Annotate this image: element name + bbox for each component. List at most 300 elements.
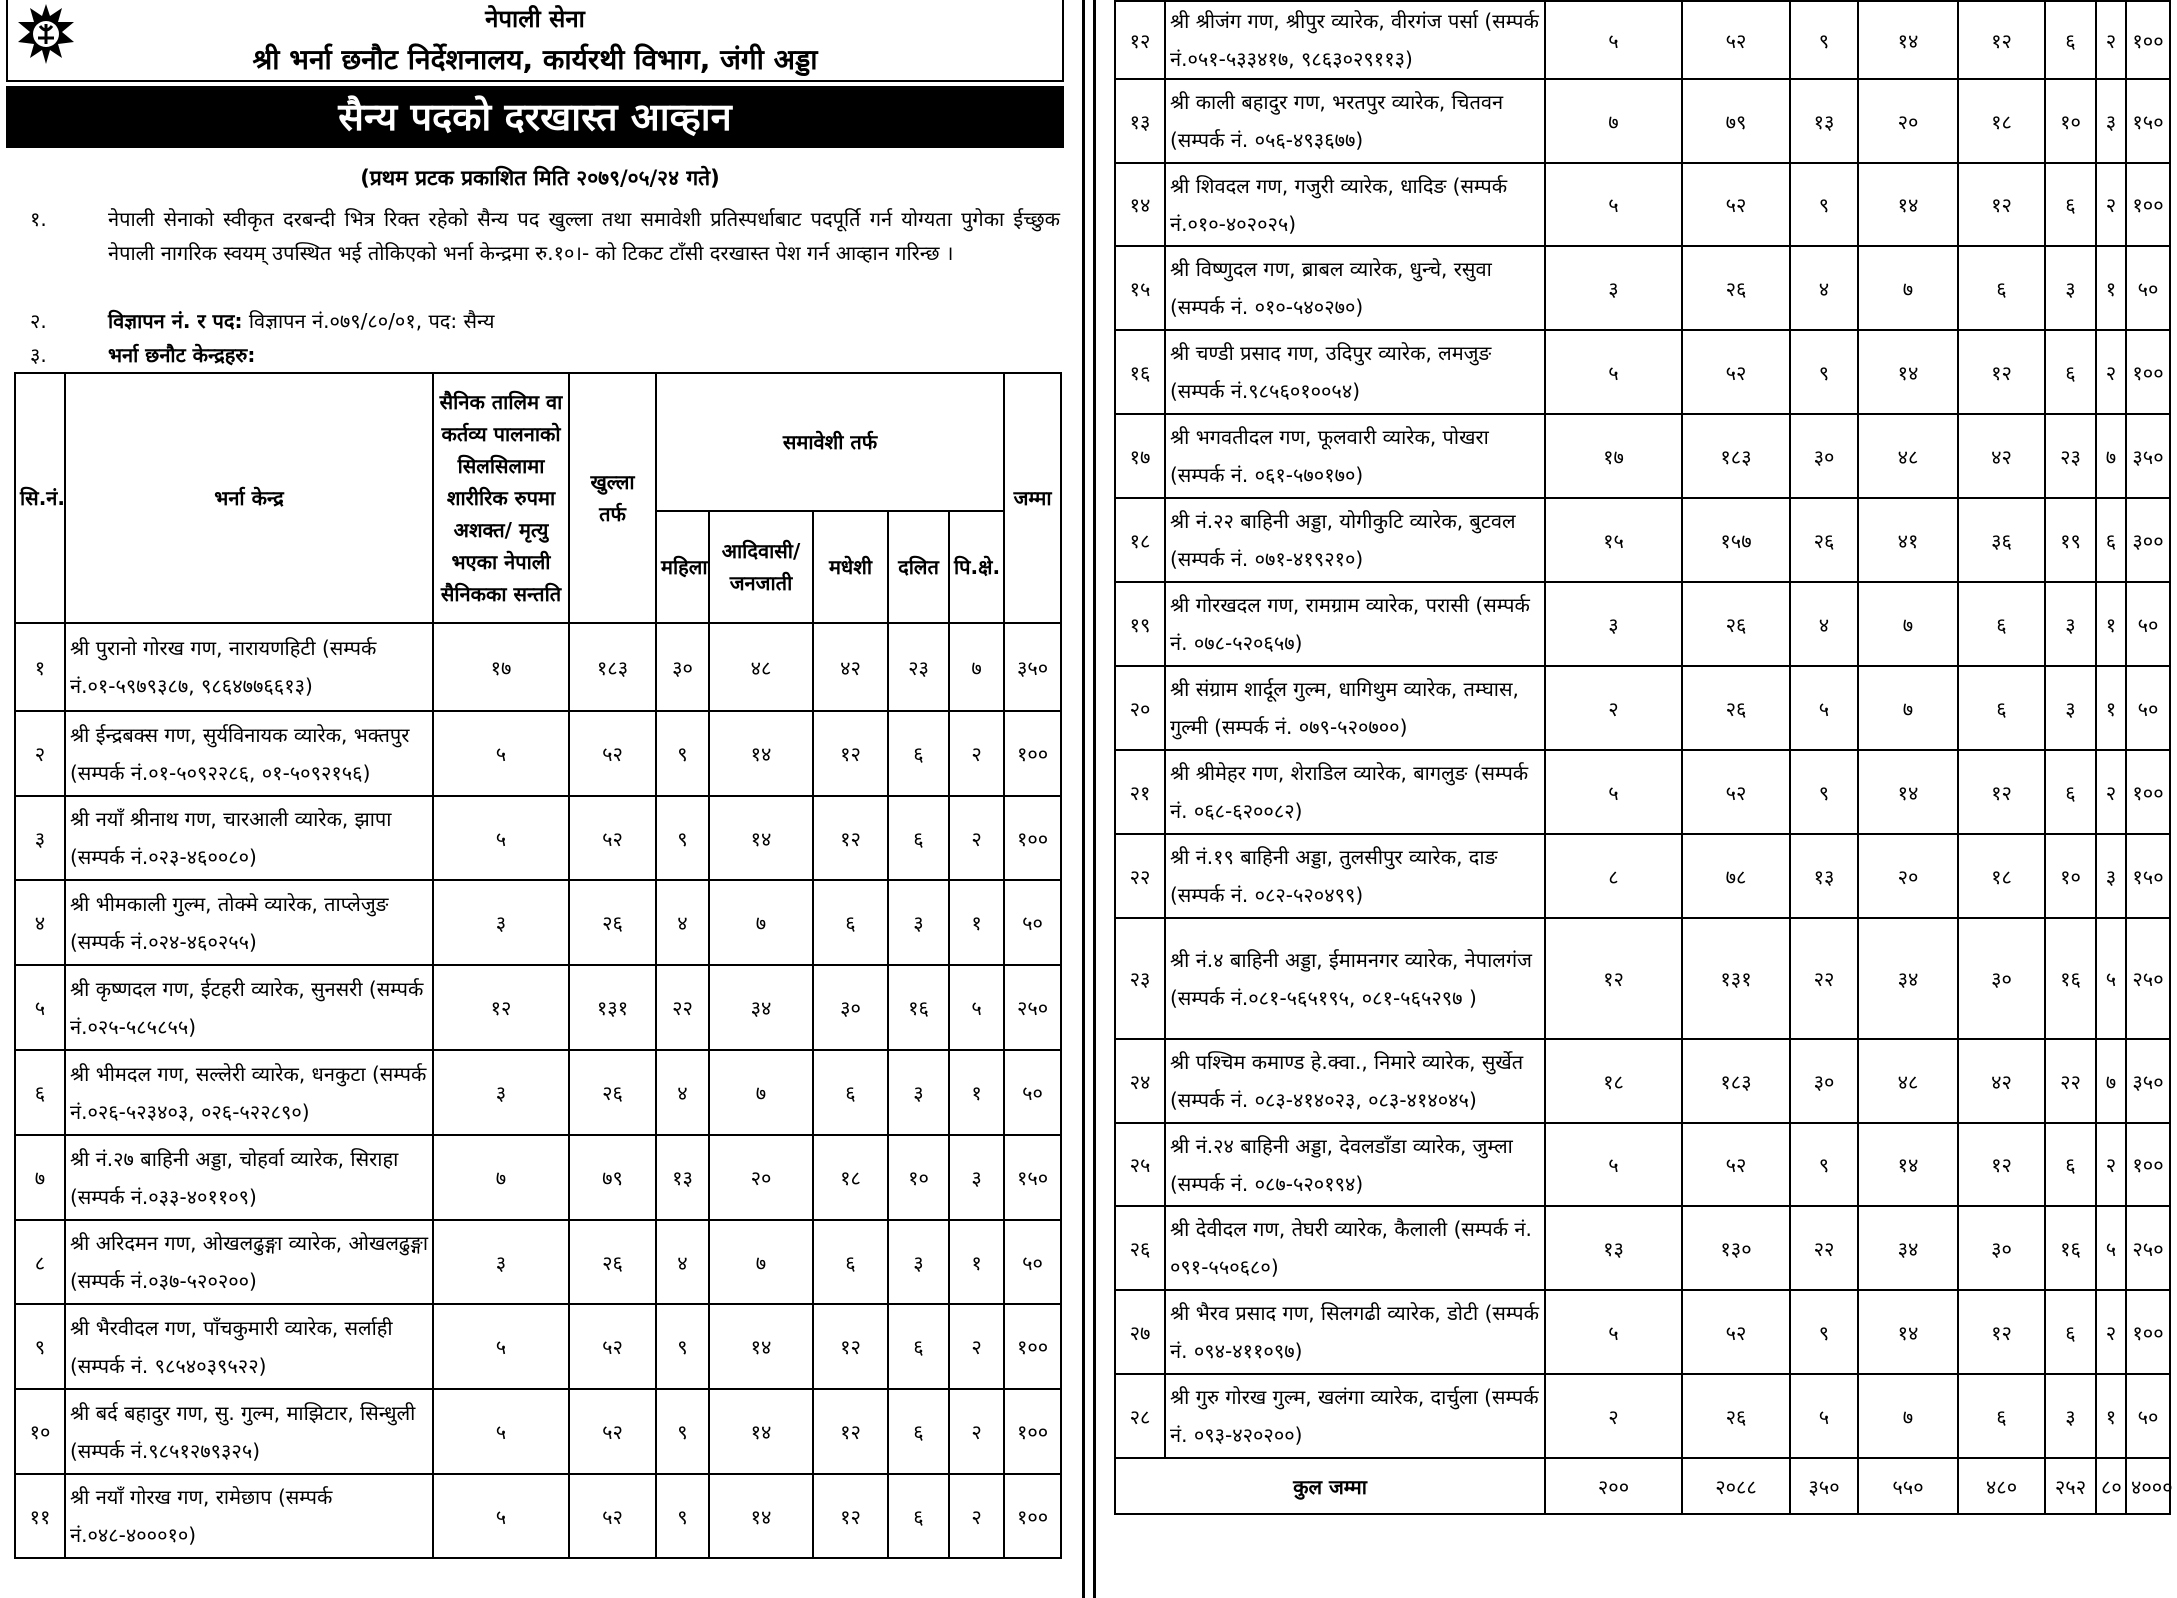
row-janajati: १४ bbox=[1858, 1123, 1958, 1206]
row-dalit: २२ bbox=[2045, 1039, 2096, 1123]
table-row bbox=[1115, 582, 2170, 666]
row-sn: ४ bbox=[15, 880, 65, 965]
row-sn: २६ bbox=[1115, 1206, 1165, 1290]
row-madhesi: १८ bbox=[813, 1135, 888, 1220]
row-janajati: १४ bbox=[1858, 163, 1958, 246]
row-martyr: १३ bbox=[1545, 1206, 1682, 1290]
row-backward: ७ bbox=[949, 623, 1004, 711]
row-martyr: ८ bbox=[1545, 834, 1682, 918]
row-backward: ६ bbox=[2096, 498, 2126, 582]
total-grand: ४००० bbox=[2126, 1458, 2170, 1514]
row-sn: १ bbox=[15, 623, 65, 711]
total-backward: ८० bbox=[2096, 1458, 2126, 1514]
row-dalit: ३ bbox=[2045, 1374, 2096, 1458]
row-janajati: ७ bbox=[1858, 582, 1958, 666]
row-madhesi: ६ bbox=[1958, 1374, 2045, 1458]
paragraph-3 bbox=[30, 338, 1060, 372]
row-martyr: ५ bbox=[433, 1474, 569, 1558]
row-women: ४ bbox=[1790, 582, 1858, 666]
row-backward: १ bbox=[949, 1050, 1004, 1135]
row-center: श्री अरिदमन गण, ओखलढुङ्गा व्यारेक, ओखलढुङ्गा (सम्पर्क नं.०३७-५२०२००) bbox=[65, 1220, 433, 1304]
row-center: श्री नं.२२ बाहिनी अड्डा, योगीकुटि व्यारेक, बुटवल (सम्पर्क नं. ०७१-४१९२१०) bbox=[1165, 498, 1545, 582]
row-janajati: १४ bbox=[1858, 1, 1958, 79]
row-total: ५० bbox=[1004, 1050, 1061, 1135]
row-backward: २ bbox=[2096, 1290, 2126, 1374]
row-backward: २ bbox=[2096, 1, 2126, 79]
row-total: ५० bbox=[1004, 1220, 1061, 1304]
row-madhesi: १२ bbox=[1958, 750, 2045, 834]
row-total: १०० bbox=[1004, 1304, 1061, 1389]
row-madhesi: ६ bbox=[813, 880, 888, 965]
row-total: १०० bbox=[1004, 1389, 1061, 1474]
paragraph-number: ३. bbox=[30, 343, 47, 367]
row-sn: ९ bbox=[15, 1304, 65, 1389]
row-janajati: १४ bbox=[1858, 1290, 1958, 1374]
table-row bbox=[15, 1304, 1061, 1389]
row-dalit: ३ bbox=[888, 1220, 949, 1304]
row-sn: २८ bbox=[1115, 1374, 1165, 1458]
row-total: ५० bbox=[2126, 582, 2170, 666]
row-total: १०० bbox=[1004, 796, 1061, 880]
row-women: ९ bbox=[1790, 1, 1858, 79]
row-janajati: ४८ bbox=[1858, 1039, 1958, 1123]
row-janajati: २० bbox=[709, 1135, 813, 1220]
row-women: ९ bbox=[1790, 163, 1858, 246]
row-women: ९ bbox=[1790, 1123, 1858, 1206]
table-row bbox=[1115, 750, 2170, 834]
row-women: ९ bbox=[1790, 750, 1858, 834]
recruitment-table-left bbox=[14, 372, 1062, 1559]
table-row bbox=[1115, 246, 2170, 330]
left-panel bbox=[0, 0, 1080, 1598]
row-backward: २ bbox=[949, 1304, 1004, 1389]
row-open: १८३ bbox=[1682, 1039, 1790, 1123]
row-center: श्री कृष्णदल गण, ईटहरी व्यारेक, सुनसरी (सम्पर्क नं.०२५-५८५८५५) bbox=[65, 965, 433, 1050]
row-sn: १५ bbox=[1115, 246, 1165, 330]
row-total: २५० bbox=[1004, 965, 1061, 1050]
row-total: १०० bbox=[2126, 163, 2170, 246]
row-madhesi: ६ bbox=[1958, 246, 2045, 330]
header-backward: पि.क्षे. bbox=[949, 511, 1004, 623]
row-open: २६ bbox=[1682, 1374, 1790, 1458]
row-sn: २३ bbox=[1115, 918, 1165, 1039]
notice-banner: सैन्य पदको दरखास्त आव्हान bbox=[6, 86, 1064, 148]
row-madhesi: ४२ bbox=[1958, 414, 2045, 498]
total-janajati: ५५० bbox=[1858, 1458, 1958, 1514]
row-janajati: ४८ bbox=[1858, 414, 1958, 498]
row-open: १३१ bbox=[569, 965, 656, 1050]
row-madhesi: ४२ bbox=[813, 623, 888, 711]
row-center: श्री नं.२७ बाहिनी अड्डा, चोहर्वा व्यारेक, सिराहा (सम्पर्क नं.०३३-४०११०९) bbox=[65, 1135, 433, 1220]
row-total: ३०० bbox=[2126, 498, 2170, 582]
table-row bbox=[15, 880, 1061, 965]
row-martyr: १२ bbox=[433, 965, 569, 1050]
row-dalit: ६ bbox=[2045, 330, 2096, 414]
header-janajati: आदिवासी/ जनजाती bbox=[709, 511, 813, 623]
row-martyr: २ bbox=[1545, 666, 1682, 750]
row-total: १०० bbox=[2126, 1123, 2170, 1206]
header bbox=[6, 0, 1064, 82]
row-women: १३ bbox=[1790, 834, 1858, 918]
row-martyr: ७ bbox=[433, 1135, 569, 1220]
header-center: भर्ना केन्द्र bbox=[65, 373, 433, 623]
total-label: कुल जम्मा bbox=[1115, 1458, 1545, 1514]
table-row bbox=[1115, 918, 2170, 1039]
row-center: श्री बर्द बहादुर गण, सु. गुल्म, माझिटार, सिन्धुली (सम्पर्क नं.९८५१२७९३२५) bbox=[65, 1389, 433, 1474]
row-women: १३ bbox=[656, 1135, 709, 1220]
header-martyr: सैनिक तालिम वा कर्तव्य पालनाको सिलसिलामा शारीरिक रुपमा अशक्त/ मृत्यु भएका नेपाली सैनिकका सन्तति bbox=[433, 373, 569, 623]
row-backward: ३ bbox=[949, 1135, 1004, 1220]
row-women: १३ bbox=[1790, 79, 1858, 163]
row-dalit: ६ bbox=[2045, 163, 2096, 246]
row-center: श्री श्रीजंग गण, श्रीपुर व्यारेक, वीरगंज पर्सा (सम्पर्क नं.०५१-५३३४१७, ९८६३०२९११३) bbox=[1165, 1, 1545, 79]
row-janajati: ७ bbox=[709, 1220, 813, 1304]
centers-label: भर्ना छनौट केन्द्रहरु: bbox=[108, 343, 256, 367]
row-open: १८३ bbox=[569, 623, 656, 711]
table-row bbox=[15, 1050, 1061, 1135]
row-madhesi: १८ bbox=[1958, 79, 2045, 163]
row-backward: ५ bbox=[2096, 918, 2126, 1039]
row-janajati: १४ bbox=[709, 711, 813, 796]
row-total: ३५० bbox=[1004, 623, 1061, 711]
row-women: २२ bbox=[656, 965, 709, 1050]
row-women: ३० bbox=[1790, 414, 1858, 498]
page-divider bbox=[1082, 0, 1096, 1598]
row-center: श्री गोरखदल गण, रामग्राम व्यारेक, परासी (सम्पर्क नं. ०७८-५२०६५७) bbox=[1165, 582, 1545, 666]
row-total: १५० bbox=[2126, 79, 2170, 163]
row-center: श्री पुरानो गोरख गण, नारायणहिटी (सम्पर्क नं.०१-५९७९३८७, ९८६४७७६६१३) bbox=[65, 623, 433, 711]
row-dalit: २३ bbox=[888, 623, 949, 711]
row-dalit: २३ bbox=[2045, 414, 2096, 498]
row-dalit: ६ bbox=[2045, 1123, 2096, 1206]
row-total: २५० bbox=[2126, 1206, 2170, 1290]
row-janajati: ७ bbox=[709, 1050, 813, 1135]
row-janajati: २० bbox=[1858, 79, 1958, 163]
row-sn: २० bbox=[1115, 666, 1165, 750]
row-women: ९ bbox=[1790, 330, 1858, 414]
row-center: श्री ईन्द्रबक्स गण, सुर्यविनायक व्यारेक, भक्तपुर (सम्पर्क नं.०१-५०९२२८६, ०१-५०९२१५६) bbox=[65, 711, 433, 796]
row-backward: २ bbox=[2096, 330, 2126, 414]
row-dalit: १६ bbox=[2045, 1206, 2096, 1290]
row-janajati: ३४ bbox=[1858, 918, 1958, 1039]
row-madhesi: ४२ bbox=[1958, 1039, 2045, 1123]
row-martyr: ७ bbox=[1545, 79, 1682, 163]
row-backward: ३ bbox=[2096, 79, 2126, 163]
row-dalit: ६ bbox=[2045, 750, 2096, 834]
row-women: ९ bbox=[656, 1389, 709, 1474]
row-dalit: १० bbox=[888, 1135, 949, 1220]
row-women: २६ bbox=[1790, 498, 1858, 582]
row-sn: २७ bbox=[1115, 1290, 1165, 1374]
row-dalit: १६ bbox=[888, 965, 949, 1050]
advertisement-label: विज्ञापन नं. र पद: bbox=[108, 309, 243, 333]
row-total: १५० bbox=[2126, 834, 2170, 918]
row-backward: १ bbox=[949, 880, 1004, 965]
row-center: श्री चण्डी प्रसाद गण, उदिपुर व्यारेक, लमजुङ (सम्पर्क नं.९८५६०१००५४) bbox=[1165, 330, 1545, 414]
paragraph-text: नेपाली सेनाको स्वीकृत दरबन्दी भित्र रिक्त रहेको सैन्य पद खुल्ला तथा समावेशी प्रतिस्पर्धाबाट पदपूर्ति गर्न योग्यता पुगेका ईच्छुक नेपाली नागरिक स्वयम् उपस्थित भई तोकिएको भर्ना केन्द्रमा रु.१०।- को टिकट टाँसी दरखास्त पेश गर्न आव्हान गरिन्छ । bbox=[108, 207, 1060, 265]
row-sn: १३ bbox=[1115, 79, 1165, 163]
table-row bbox=[1115, 1039, 2170, 1123]
total-women: ३५० bbox=[1790, 1458, 1858, 1514]
row-center: श्री भैरव प्रसाद गण, सिलगढी व्यारेक, डोटी (सम्पर्क नं. ०९४-४११०९७) bbox=[1165, 1290, 1545, 1374]
row-open: ७८ bbox=[1682, 834, 1790, 918]
total-madhesi: ४८० bbox=[1958, 1458, 2045, 1514]
row-martyr: ५ bbox=[1545, 1, 1682, 79]
org-subtitle: श्री भर्ना छनौट निर्देशनालय, कार्यरथी विभाग, जंगी अड्डा bbox=[252, 43, 818, 76]
row-center: श्री पश्चिम कमाण्ड हे.क्वा., निमारे व्यारेक, सुर्खेत (सम्पर्क नं. ०८३-४१४०२३, ०८३-४१४०४५) bbox=[1165, 1039, 1545, 1123]
row-martyr: १८ bbox=[1545, 1039, 1682, 1123]
row-martyr: १७ bbox=[433, 623, 569, 711]
table-row bbox=[15, 1220, 1061, 1304]
row-martyr: ५ bbox=[1545, 330, 1682, 414]
row-sn: २४ bbox=[1115, 1039, 1165, 1123]
row-dalit: ६ bbox=[888, 711, 949, 796]
row-janajati: ४१ bbox=[1858, 498, 1958, 582]
row-sn: ३ bbox=[15, 796, 65, 880]
total-open: २०८८ bbox=[1682, 1458, 1790, 1514]
row-total: १०० bbox=[2126, 1, 2170, 79]
row-women: २२ bbox=[1790, 1206, 1858, 1290]
row-center: श्री गुरु गोरख गुल्म, खलंगा व्यारेक, दार्चुला (सम्पर्क नं. ०९३-४२०२००) bbox=[1165, 1374, 1545, 1458]
row-women: ४ bbox=[1790, 246, 1858, 330]
row-martyr: १७ bbox=[1545, 414, 1682, 498]
row-martyr: २ bbox=[1545, 1374, 1682, 1458]
row-dalit: १६ bbox=[2045, 918, 2096, 1039]
row-backward: २ bbox=[949, 1389, 1004, 1474]
row-martyr: ५ bbox=[1545, 1290, 1682, 1374]
row-total: ५० bbox=[1004, 880, 1061, 965]
header-open: खुल्ला तर्फ bbox=[569, 373, 656, 623]
row-total: १०० bbox=[1004, 711, 1061, 796]
table-row bbox=[15, 1135, 1061, 1220]
row-center: श्री भैरवीदल गण, पाँचकुमारी व्यारेक, सर्लाही (सम्पर्क नं. ९८५४०३९५२२) bbox=[65, 1304, 433, 1389]
row-open: २६ bbox=[1682, 582, 1790, 666]
row-center: श्री भगवतीदल गण, फूलवारी व्यारेक, पोखरा (सम्पर्क नं. ०६१-५७०१७०) bbox=[1165, 414, 1545, 498]
row-backward: ५ bbox=[949, 965, 1004, 1050]
header-inclusive: समावेशी तर्फ bbox=[656, 373, 1004, 511]
row-center: श्री नं.१९ बाहिनी अड्डा, तुलसीपुर व्यारेक, दाङ (सम्पर्क नं. ०८२-५२०४९९) bbox=[1165, 834, 1545, 918]
row-women: ९ bbox=[1790, 1290, 1858, 1374]
row-total: ५० bbox=[2126, 246, 2170, 330]
table-row bbox=[15, 1474, 1061, 1558]
row-open: ७९ bbox=[1682, 79, 1790, 163]
table-row bbox=[15, 1389, 1061, 1474]
table-row bbox=[15, 623, 1061, 711]
row-dalit: ६ bbox=[2045, 1, 2096, 79]
row-madhesi: १२ bbox=[813, 711, 888, 796]
row-dalit: ६ bbox=[888, 1304, 949, 1389]
header-madhesi: मधेशी bbox=[813, 511, 888, 623]
row-dalit: १९ bbox=[2045, 498, 2096, 582]
row-open: ५२ bbox=[569, 711, 656, 796]
row-janajati: १४ bbox=[709, 1474, 813, 1558]
row-janajati: १४ bbox=[1858, 750, 1958, 834]
row-madhesi: ६ bbox=[1958, 582, 2045, 666]
table-row bbox=[1115, 1123, 2170, 1206]
row-open: ७९ bbox=[569, 1135, 656, 1220]
row-sn: २ bbox=[15, 711, 65, 796]
table-row bbox=[1115, 163, 2170, 246]
row-open: १३१ bbox=[1682, 918, 1790, 1039]
total-martyr: २०० bbox=[1545, 1458, 1682, 1514]
row-martyr: ३ bbox=[433, 880, 569, 965]
row-center: श्री भीमकाली गुल्म, तोक्मे व्यारेक, ताप्लेजुङ (सम्पर्क नं.०२४-४६०२५५) bbox=[65, 880, 433, 965]
row-women: ९ bbox=[656, 1304, 709, 1389]
row-dalit: ३ bbox=[2045, 666, 2096, 750]
row-open: ५२ bbox=[1682, 750, 1790, 834]
table-row bbox=[1115, 1290, 2170, 1374]
row-women: ४ bbox=[656, 1220, 709, 1304]
row-madhesi: १२ bbox=[813, 796, 888, 880]
row-sn: १४ bbox=[1115, 163, 1165, 246]
row-open: ५२ bbox=[1682, 163, 1790, 246]
table-row bbox=[1115, 79, 2170, 163]
row-madhesi: १२ bbox=[1958, 1290, 2045, 1374]
row-center: श्री शिवदल गण, गजुरी व्यारेक, धादिङ (सम्पर्क नं.०१०-४०२०२५) bbox=[1165, 163, 1545, 246]
row-backward: २ bbox=[949, 711, 1004, 796]
row-center: श्री नं.४ बाहिनी अड्डा, ईमामनगर व्यारेक, नेपालगंज (सम्पर्क नं.०८१-५६५१९५, ०८१-५६५२९७ ) bbox=[1165, 918, 1545, 1039]
row-women: ९ bbox=[656, 1474, 709, 1558]
row-women: ५ bbox=[1790, 1374, 1858, 1458]
row-center: श्री नयाँ श्रीनाथ गण, चारआली व्यारेक, झापा (सम्पर्क नं.०२३-४६००८०) bbox=[65, 796, 433, 880]
row-madhesi: ६ bbox=[1958, 666, 2045, 750]
row-total: १०० bbox=[2126, 750, 2170, 834]
row-madhesi: १८ bbox=[1958, 834, 2045, 918]
row-sn: ६ bbox=[15, 1050, 65, 1135]
row-madhesi: १२ bbox=[1958, 330, 2045, 414]
row-open: १८३ bbox=[1682, 414, 1790, 498]
header-sn: सि.नं. bbox=[15, 373, 65, 623]
row-women: ९ bbox=[656, 796, 709, 880]
header-total: जम्मा bbox=[1004, 373, 1061, 623]
row-dalit: १० bbox=[2045, 834, 2096, 918]
row-open: ५२ bbox=[569, 796, 656, 880]
row-dalit: ६ bbox=[888, 1389, 949, 1474]
org-name: नेपाली सेना bbox=[485, 5, 585, 33]
row-sn: १७ bbox=[1115, 414, 1165, 498]
row-dalit: ३ bbox=[2045, 582, 2096, 666]
total-dalit: २५२ bbox=[2045, 1458, 2096, 1514]
recruitment-table-right bbox=[1114, 0, 2171, 1515]
row-martyr: ३ bbox=[433, 1050, 569, 1135]
row-janajati: १४ bbox=[709, 1389, 813, 1474]
row-martyr: ५ bbox=[1545, 163, 1682, 246]
row-center: श्री नयाँ गोरख गण, रामेछाप (सम्पर्क नं.०४८-४०००१०) bbox=[65, 1474, 433, 1558]
row-sn: १० bbox=[15, 1389, 65, 1474]
table-row bbox=[15, 796, 1061, 880]
row-backward: ७ bbox=[2096, 1039, 2126, 1123]
row-center: श्री नं.२४ बाहिनी अड्डा, देवलडाँडा व्यारेक, जुम्ला (सम्पर्क नं. ०८७-५२०१९४) bbox=[1165, 1123, 1545, 1206]
row-backward: २ bbox=[2096, 750, 2126, 834]
row-sn: १८ bbox=[1115, 498, 1165, 582]
row-backward: १ bbox=[2096, 1374, 2126, 1458]
row-martyr: ३ bbox=[1545, 246, 1682, 330]
row-sn: १६ bbox=[1115, 330, 1165, 414]
row-madhesi: ३० bbox=[1958, 1206, 2045, 1290]
table-row bbox=[1115, 834, 2170, 918]
row-dalit: ६ bbox=[888, 1474, 949, 1558]
row-women: ९ bbox=[656, 711, 709, 796]
advertisement-text: विज्ञापन नं.०७९/८०/०१, पद: सैन्य bbox=[248, 309, 495, 333]
row-janajati: ७ bbox=[1858, 666, 1958, 750]
publication-date: (प्रथम प्रटक प्रकाशित मिति २०७९/०५/२४ गते) bbox=[360, 166, 720, 190]
row-backward: ७ bbox=[2096, 414, 2126, 498]
row-open: ५२ bbox=[1682, 330, 1790, 414]
row-women: ४ bbox=[656, 880, 709, 965]
row-janajati: २० bbox=[1858, 834, 1958, 918]
row-total: १०० bbox=[2126, 330, 2170, 414]
row-center: श्री भीमदल गण, सल्लेरी व्यारेक, धनकुटा (सम्पर्क नं.०२६-५२३४०३, ०२६-५२२८९०) bbox=[65, 1050, 433, 1135]
row-madhesi: ३० bbox=[813, 965, 888, 1050]
row-open: ५२ bbox=[1682, 1123, 1790, 1206]
row-sn: ५ bbox=[15, 965, 65, 1050]
row-janajati: १४ bbox=[709, 1304, 813, 1389]
row-martyr: १५ bbox=[1545, 498, 1682, 582]
table-row bbox=[15, 965, 1061, 1050]
row-sn: १९ bbox=[1115, 582, 1165, 666]
row-backward: ५ bbox=[2096, 1206, 2126, 1290]
row-total: १०० bbox=[2126, 1290, 2170, 1374]
row-backward: १ bbox=[2096, 246, 2126, 330]
row-sn: ११ bbox=[15, 1474, 65, 1558]
row-madhesi: ३० bbox=[1958, 918, 2045, 1039]
row-martyr: ५ bbox=[433, 796, 569, 880]
row-center: श्री श्रीमेहर गण, शेराडिल व्यारेक, बागलुङ (सम्पर्क नं. ०६८-६२००८२) bbox=[1165, 750, 1545, 834]
paragraph-2 bbox=[30, 304, 1060, 338]
paragraph-number: १. bbox=[30, 207, 47, 231]
row-open: १५७ bbox=[1682, 498, 1790, 582]
row-total: ३५० bbox=[2126, 414, 2170, 498]
header-dalit: दलित bbox=[888, 511, 949, 623]
row-madhesi: १२ bbox=[813, 1304, 888, 1389]
right-panel bbox=[1108, 0, 2177, 1598]
row-backward: २ bbox=[2096, 1123, 2126, 1206]
table-row bbox=[1115, 330, 2170, 414]
row-center: श्री काली बहादुर गण, भरतपुर व्यारेक, चितवन (सम्पर्क नं. ०५६-४९३६७७) bbox=[1165, 79, 1545, 163]
row-women: ३० bbox=[656, 623, 709, 711]
row-madhesi: ६ bbox=[813, 1220, 888, 1304]
row-janajati: ७ bbox=[1858, 246, 1958, 330]
row-madhesi: १२ bbox=[1958, 163, 2045, 246]
total-row bbox=[1115, 1458, 2170, 1514]
row-dalit: ३ bbox=[2045, 246, 2096, 330]
row-dalit: ३ bbox=[888, 880, 949, 965]
row-backward: १ bbox=[949, 1220, 1004, 1304]
table-row bbox=[1115, 1206, 2170, 1290]
row-janajati: ३४ bbox=[709, 965, 813, 1050]
row-total: १५० bbox=[1004, 1135, 1061, 1220]
row-sn: २१ bbox=[1115, 750, 1165, 834]
row-madhesi: ६ bbox=[813, 1050, 888, 1135]
row-open: ५२ bbox=[569, 1304, 656, 1389]
row-janajati: ७ bbox=[1858, 1374, 1958, 1458]
table-row bbox=[1115, 666, 2170, 750]
row-sn: २२ bbox=[1115, 834, 1165, 918]
row-women: ५ bbox=[1790, 666, 1858, 750]
row-center: श्री संग्राम शार्दूल गुल्म, धागिथुम व्यारेक, तम्घास, गुल्मी (सम्पर्क नं. ०७९-५२०७००) bbox=[1165, 666, 1545, 750]
row-martyr: ३ bbox=[433, 1220, 569, 1304]
table-row bbox=[15, 711, 1061, 796]
row-janajati: १४ bbox=[1858, 330, 1958, 414]
paragraph-1 bbox=[30, 202, 1060, 306]
row-martyr: ५ bbox=[433, 1389, 569, 1474]
row-open: १३० bbox=[1682, 1206, 1790, 1290]
row-total: ५० bbox=[2126, 1374, 2170, 1458]
row-backward: २ bbox=[2096, 163, 2126, 246]
row-backward: २ bbox=[949, 796, 1004, 880]
row-martyr: ५ bbox=[1545, 750, 1682, 834]
row-martyr: १२ bbox=[1545, 918, 1682, 1039]
